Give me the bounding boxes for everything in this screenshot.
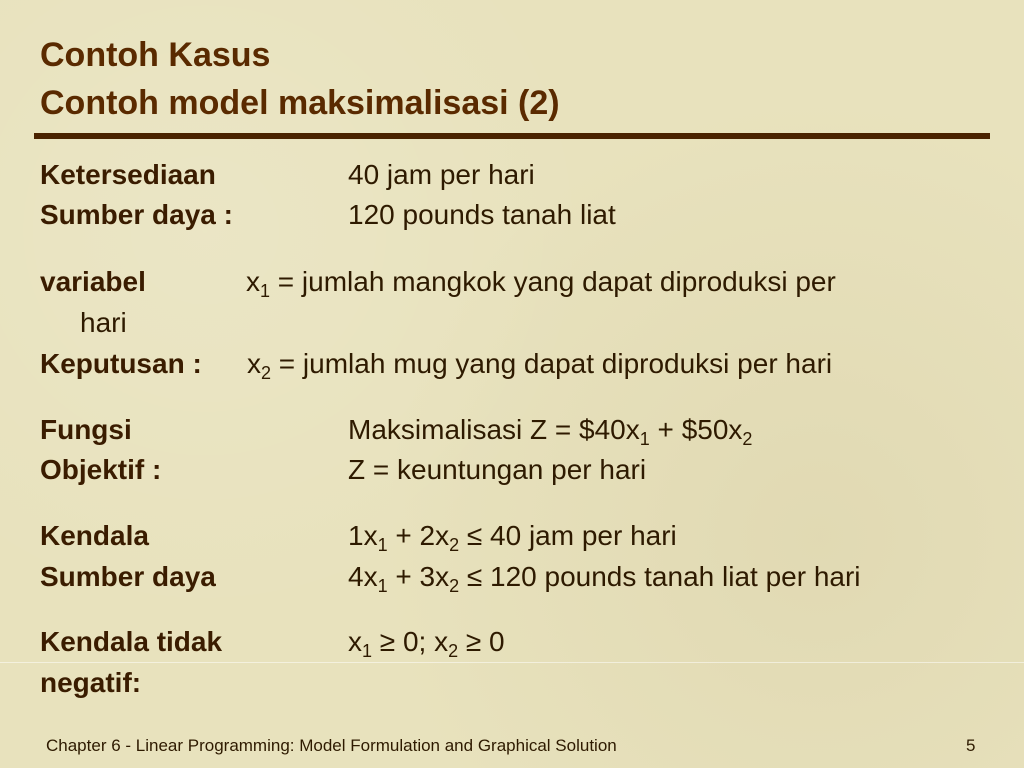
footer-chapter: Chapter 6 - Linear Programming: Model Formulation and Graphical Solution (46, 736, 617, 755)
constraint-clay-c: ≤ 120 pounds tanah liat per hari (459, 561, 861, 592)
objective-formula-prefix: Maksimalisasi Z = $40x (348, 414, 640, 445)
nonneg-c: ≥ 0 (458, 626, 505, 657)
constraint-labor (348, 520, 677, 555)
constraint-clay-sub2: 2 (449, 576, 460, 596)
constraint-labor-c: ≤ 40 jam per hari (459, 520, 677, 551)
variables-label-line1: variabel (40, 266, 146, 297)
resources-label-line1: Ketersediaan (40, 159, 216, 190)
objective-label-line2: Objektif : (40, 454, 162, 485)
nonneg-constraint (348, 626, 505, 661)
objective-sub1: 1 (639, 429, 650, 449)
slide-title-line1: Contoh Kasus (40, 36, 271, 74)
objective-definition: Z = keuntungan per hari (348, 454, 647, 485)
objective-formula (348, 414, 753, 449)
x1-subscript: 1 (260, 281, 271, 301)
constraint-labor-a: 1x (348, 520, 378, 551)
x2-text: = jumlah mug yang dapat diproduksi per hari (271, 348, 833, 379)
constraint-labor-sub1: 1 (377, 535, 388, 555)
constraints-label-line2: Sumber daya (40, 561, 216, 592)
resources-value-line1: 40 jam per hari (348, 159, 535, 190)
constraints-label-line1: Kendala (40, 520, 149, 551)
x1-symbol: x (246, 266, 260, 297)
variable-x1-wrap: hari (80, 307, 127, 338)
variables-label-line2: Keputusan : (40, 348, 202, 379)
nonneg-sub1: 1 (362, 641, 373, 661)
resources-value-line2: 120 pounds tanah liat (348, 199, 616, 230)
x2-subscript: 2 (261, 363, 272, 383)
title-divider (34, 133, 990, 139)
x2-symbol: x (247, 348, 261, 379)
constraint-clay-sub1: 1 (377, 576, 388, 596)
objective-sub2: 2 (742, 429, 753, 449)
nonneg-a: x (348, 626, 362, 657)
nonneg-sub2: 2 (448, 641, 459, 661)
constraint-labor-sub2: 2 (449, 535, 460, 555)
x1-text: = jumlah mangkok yang dapat diproduksi per (270, 266, 836, 297)
texture-line (0, 662, 1024, 663)
constraint-clay-a: 4x (348, 561, 378, 592)
resources-label-line2: Sumber daya : (40, 199, 233, 230)
objective-label-line1: Fungsi (40, 414, 132, 445)
objective-formula-mid: + $50x (649, 414, 743, 445)
nonneg-label-line1: Kendala tidak (40, 626, 223, 657)
nonneg-b: ≥ 0; x (372, 626, 449, 657)
constraint-clay (348, 561, 861, 596)
slide-title-line2: Contoh model maksimalisasi (2) (40, 84, 560, 122)
footer-page-number: 5 (966, 736, 976, 755)
variable-x1-definition (246, 266, 836, 301)
variable-x2-definition (247, 348, 833, 383)
nonneg-label-line2: negatif: (40, 667, 142, 698)
constraint-labor-b: + 2x (387, 520, 450, 551)
constraint-clay-b: + 3x (387, 561, 450, 592)
